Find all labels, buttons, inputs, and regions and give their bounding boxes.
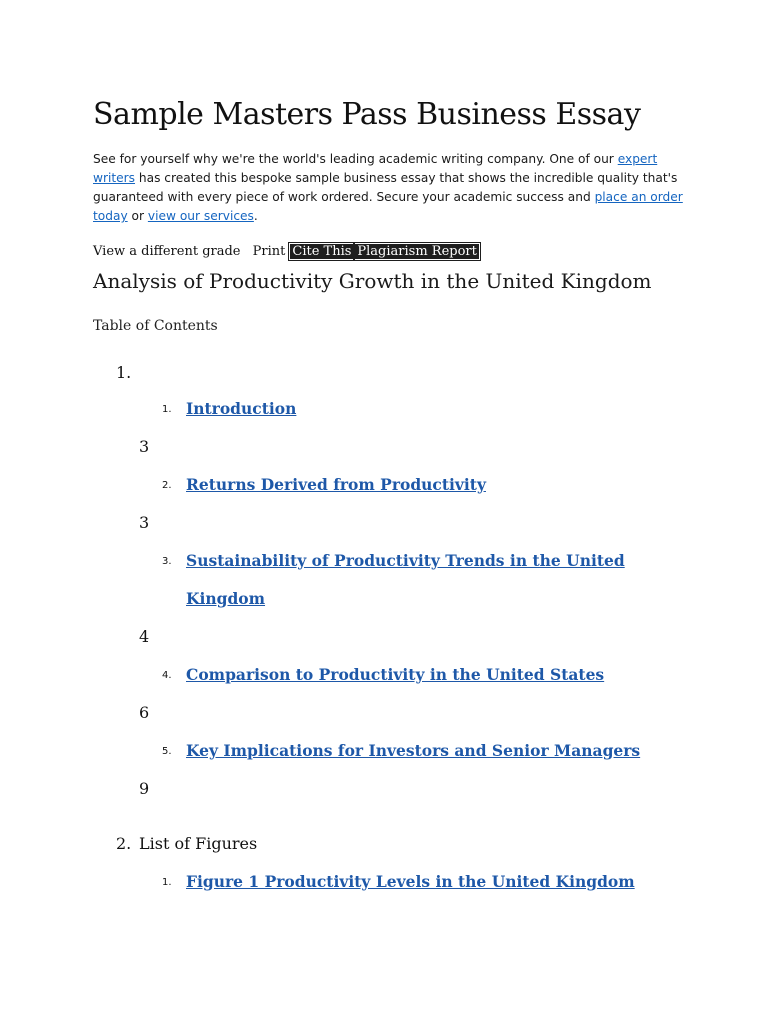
plagiarism-report-button[interactable]: Plagiarism Report (354, 243, 479, 260)
toc-item-number: 4. (162, 670, 172, 681)
toc-item-number: 3. (162, 556, 172, 567)
view-grade-link[interactable]: View a different grade (93, 244, 241, 259)
toc-link-returns[interactable]: Returns Derived from Productivity (186, 475, 486, 494)
essay-title: Analysis of Productivity Growth in the United Kingdom (93, 269, 652, 293)
list-of-figures-heading: List of Figures (139, 834, 258, 853)
view-services-link[interactable]: view our services (147, 209, 254, 223)
toc-link-sustainability[interactable]: Sustainability of Productivity Trends in the United (186, 551, 625, 570)
print-link[interactable]: Print (252, 244, 286, 259)
toc-link-comparison[interactable]: Comparison to Productivity in the United States (186, 665, 605, 684)
toc-page-number: 4 (139, 627, 150, 646)
intro-text-2: has created this bespoke sample business essay that shows the incredible quality that's guaranteed with every piece of work ordered. Secure your academic success and (93, 171, 678, 204)
toc-page-number: 6 (139, 703, 150, 722)
intro-text-3: or (127, 209, 148, 223)
intro-text-1: See for yourself why we're the world's leading academic writing company. One of our (93, 152, 618, 166)
toc-page-number: 3 (139, 437, 150, 456)
place-order-link[interactable]: place an order today (93, 190, 683, 223)
toc-page-number: 3 (139, 513, 150, 532)
toc-outer-number: 1. (116, 363, 132, 382)
page-title: Sample Masters Pass Business Essay (93, 97, 641, 132)
cite-this-button[interactable]: Cite This (289, 243, 354, 260)
action-row (93, 242, 480, 262)
toc-link-introduction[interactable]: Introduction (186, 399, 297, 418)
toc-link-implications[interactable]: Key Implications for Investors and Senior Managers (186, 741, 641, 760)
toc-item-number: 5. (162, 746, 172, 757)
expert-writers-link[interactable]: expert writers (93, 152, 658, 185)
figure-item-number: 1. (162, 877, 172, 888)
toc-heading: Table of Contents (93, 318, 218, 334)
intro-text-4: . (253, 209, 258, 223)
intro-paragraph (93, 150, 693, 226)
toc-link-sustainability-cont[interactable]: Kingdom (186, 589, 266, 608)
toc-item-number: 2. (162, 480, 172, 491)
toc-page-number: 9 (139, 779, 150, 798)
toc-item-number: 1. (162, 404, 172, 415)
figure-link-1[interactable]: Figure 1 Productivity Levels in the United Kingdom (186, 872, 635, 891)
toc-outer-number: 2. (116, 834, 132, 853)
